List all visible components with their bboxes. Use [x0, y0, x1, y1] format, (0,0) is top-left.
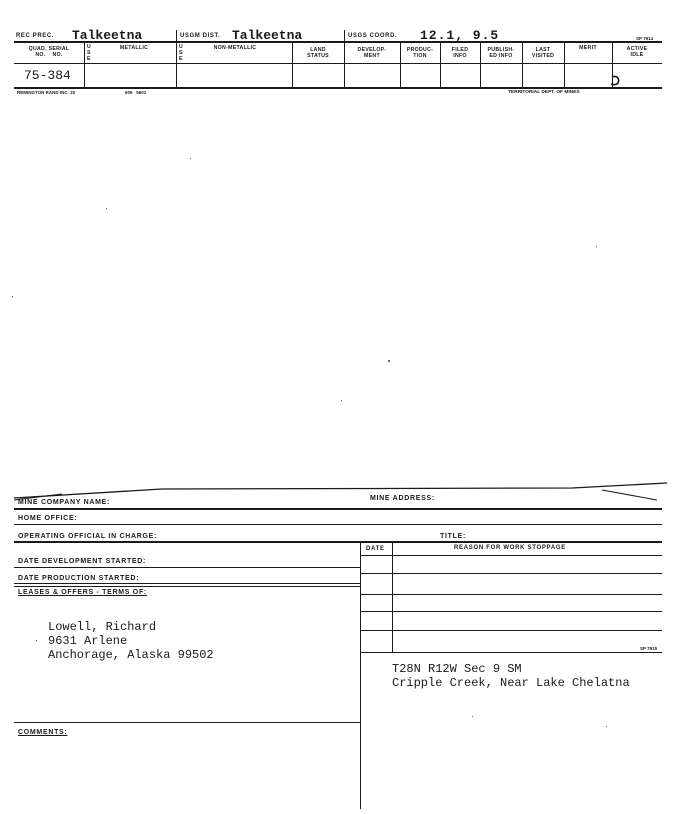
- stoppage-row: [360, 573, 662, 574]
- col-active-idle: ACTIVE IDLE: [626, 46, 648, 58]
- speck: [596, 246, 597, 247]
- active-mark-icon: [608, 72, 624, 88]
- col-published-info: PUBLISH- ED INFO: [487, 47, 515, 59]
- speck: [606, 726, 607, 727]
- col-nonmetallic: NON-METALLIC: [213, 45, 257, 51]
- operating-official-label: OPERATING OFFICIAL IN CHARGE:: [18, 533, 158, 540]
- col-production: PRODUC- TION: [406, 47, 434, 59]
- home-office-label: HOME OFFICE:: [18, 515, 78, 522]
- stoppage-row: [360, 630, 662, 631]
- speck: [190, 158, 191, 159]
- leases-label: LEASES & OFFERS - TERMS OF:: [18, 589, 147, 596]
- location-line-1: T28N R12W Sec 9 SM: [392, 662, 522, 676]
- form-number: SP 7915: [640, 646, 658, 651]
- use-letters: U S E: [179, 44, 184, 62]
- rule: [14, 524, 662, 525]
- rule: [14, 586, 360, 587]
- comments-label: COMMENTS:: [18, 729, 68, 736]
- stoppage-row: [360, 652, 662, 653]
- rec-prec-value: Talkeetna: [72, 28, 143, 43]
- usgs-coord-value: 12.1, 9.5: [420, 28, 500, 43]
- mine-company-name-label: MINE COMPANY NAME:: [18, 499, 111, 506]
- date-production-label: DATE PRODUCTION STARTED:: [18, 575, 140, 582]
- owner-city: Anchorage, Alaska 99502: [48, 648, 214, 662]
- location-line-2: Cripple Creek, Near Lake Chelatna: [392, 676, 630, 690]
- divider-v: [344, 30, 345, 88]
- stoppage-row: [360, 594, 662, 595]
- divider-v: [176, 30, 177, 88]
- owner-street: 9631 Arlene: [48, 634, 128, 648]
- col-filed-info: FILED INFO: [451, 47, 469, 59]
- card-edge: [12, 478, 672, 508]
- col-merit: MERIT: [579, 45, 597, 51]
- col-quad-serial: QUAD. SERIAL NO. NO.: [28, 46, 70, 58]
- rule: [360, 555, 662, 556]
- rule: [14, 583, 360, 584]
- col-land-status: LAND STATUS: [307, 47, 329, 59]
- speck: [106, 208, 107, 209]
- printer-codes: 606 5601: [125, 90, 147, 95]
- usgm-dist-label: USGM DIST.: [180, 33, 221, 39]
- usgm-dist-value: Talkeetna: [232, 28, 303, 43]
- divider-v: [360, 541, 361, 809]
- col-last-visited: LAST VISITED: [531, 47, 555, 59]
- rule: [14, 722, 360, 723]
- divider-v: [392, 541, 393, 653]
- mine-address-label: MINE ADDRESS:: [370, 495, 435, 502]
- speck: [341, 400, 342, 401]
- date-development-label: DATE DEVELOPMENT STARTED:: [18, 558, 147, 565]
- speck: [12, 296, 13, 297]
- owner-name: Lowell, Richard: [48, 620, 157, 634]
- department-imprint: TERRITORIAL DEPT. OF MINES: [508, 90, 580, 95]
- col-development: DEVELOP- MENT: [357, 47, 387, 59]
- stoppage-row: [360, 611, 662, 612]
- usgs-coord-label: USGS COORD.: [348, 33, 398, 39]
- title-label: TITLE:: [440, 533, 466, 540]
- rule: [14, 508, 662, 510]
- stoppage-date-header: DATE: [366, 546, 385, 552]
- col-line: [292, 42, 293, 88]
- rule: [14, 541, 662, 543]
- speck: [388, 360, 390, 362]
- col-line: [84, 42, 85, 88]
- speck: [36, 640, 37, 641]
- printer-imprint: REMINGTON RAND INC. 20: [17, 90, 76, 95]
- rule: [14, 567, 360, 568]
- speck: [472, 716, 473, 717]
- use-letters: U S E: [87, 44, 92, 62]
- form-number: SP 7914: [636, 36, 654, 41]
- col-metallic: METALLIC: [119, 45, 149, 51]
- rec-prec-label: REC PREC.: [16, 33, 55, 39]
- quad-serial-value: 75-384: [24, 68, 71, 83]
- stoppage-reason-header: REASON FOR WORK STOPPAGE: [454, 545, 566, 551]
